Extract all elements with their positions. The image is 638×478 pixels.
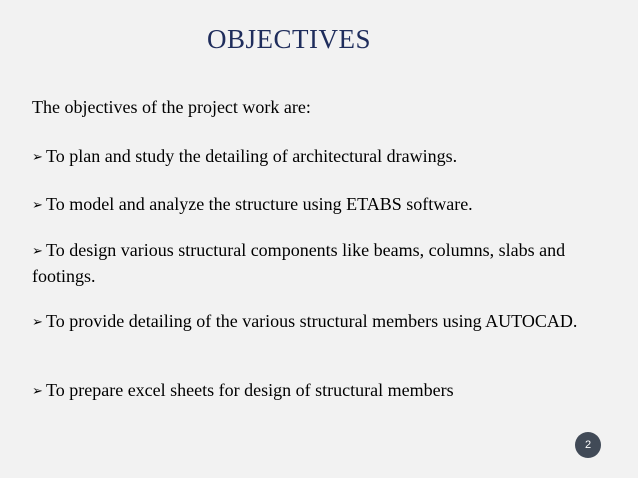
bullet-item: [32, 378, 622, 404]
bullet-item: [32, 309, 622, 335]
page-number-badge: 2: [575, 432, 601, 458]
bullet-text: To model and analyze the structure using ETABS software.: [46, 194, 473, 214]
bullet-text: To provide detailing of the various structural members using AUTOCAD.: [46, 311, 578, 331]
bullet-text: To prepare excel sheets for design of structural members: [46, 380, 454, 400]
arrow-bullet-icon: ➢: [32, 315, 43, 330]
arrow-bullet-icon: ➢: [32, 384, 43, 399]
slide-title: OBJECTIVES: [206, 24, 371, 54]
arrow-bullet-icon: ➢: [32, 198, 43, 213]
bullet-item: [32, 238, 622, 288]
bullet-item: [32, 192, 622, 218]
arrow-bullet-icon: ➢: [32, 150, 43, 165]
arrow-bullet-icon: ➢: [32, 244, 43, 259]
intro-text: The objectives of the project work are:: [32, 97, 311, 117]
bullet-text: To plan and study the detailing of architectural drawings.: [46, 146, 458, 166]
bullet-item: [32, 144, 622, 170]
bullet-text: To design various structural components like beams, columns, slabs and footings.: [32, 240, 566, 286]
